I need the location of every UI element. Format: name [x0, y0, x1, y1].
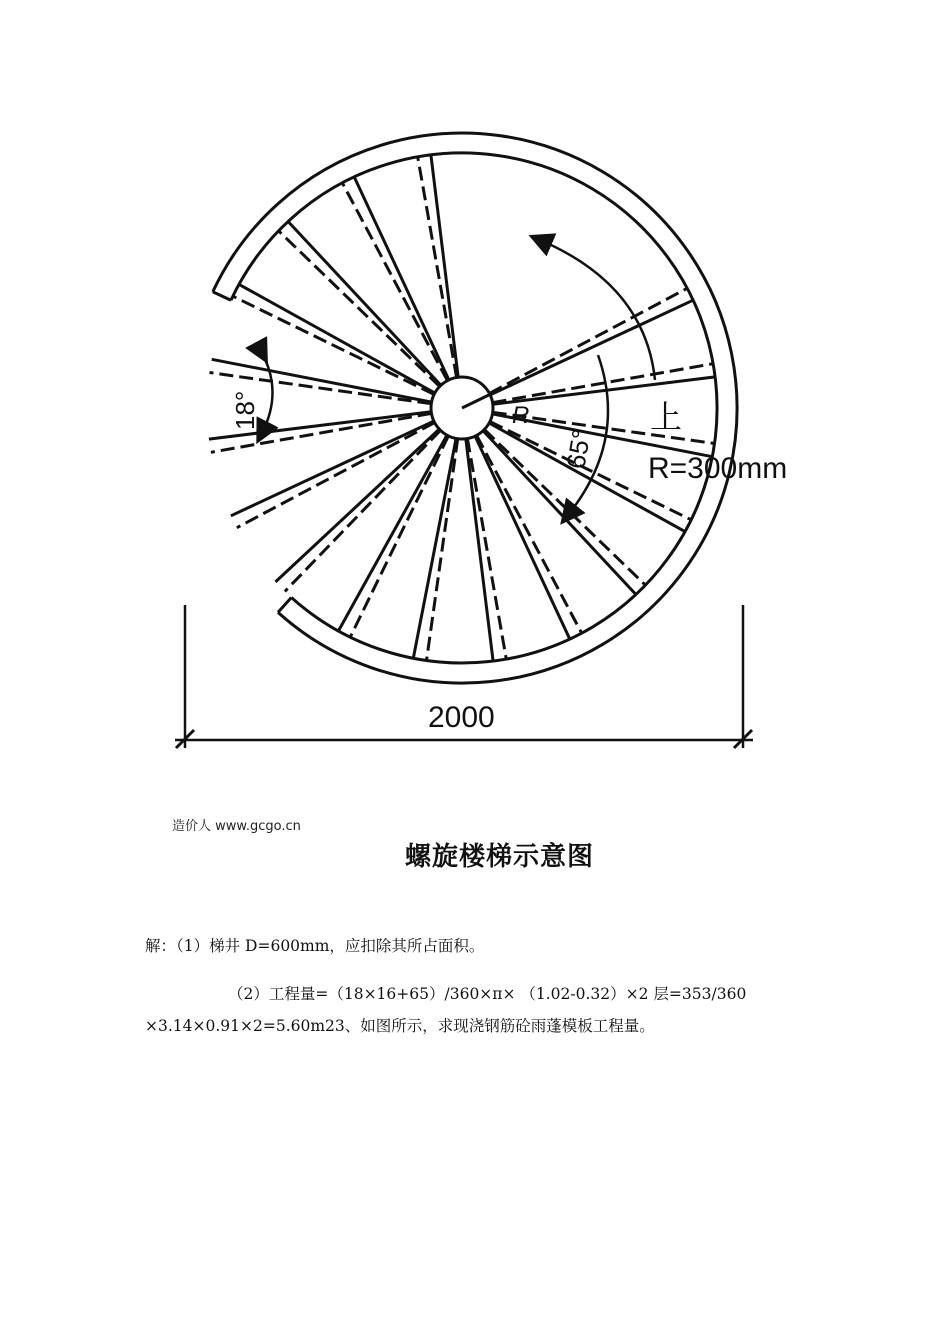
watermark-text: 造价人 www.gcgo.cn [172, 819, 301, 834]
tread-line [490, 300, 693, 395]
tread-line [288, 222, 441, 386]
tread-line [431, 155, 458, 377]
rim-end-cap [213, 292, 231, 300]
tread-line [466, 439, 493, 661]
tread-line [276, 429, 440, 582]
label-r: R [512, 402, 530, 429]
tread-line [483, 431, 636, 595]
tread-nosing-dashed [467, 439, 506, 660]
label-18-degree: 18° [230, 390, 260, 430]
tread-nosing-dashed [427, 439, 458, 661]
solution-line-1: 解：（1）梯井 D=600mm，应扣除其所占面积。 [145, 937, 485, 955]
figure-caption: 螺旋楼梯示意图 [405, 842, 595, 872]
label-65-degree: 65° [560, 427, 597, 472]
label-up: 上 [650, 399, 683, 435]
tread-line [413, 438, 456, 658]
up-direction-arrow [540, 240, 655, 380]
solution-line-2a: （2）工程量=（18×16+65）/360×π× （1.02-0.32）×2 层=353/360 [228, 985, 747, 1003]
rim-end-cap [278, 598, 291, 613]
tread-nosing-dashed [418, 157, 457, 378]
angle-18-arc [262, 353, 273, 433]
label-radius-value: R=300mm [648, 452, 788, 485]
solution-line-2b: ×3.14×0.91×2=5.60m23、如图所示，求现浇钢筋砼雨蓬模板工程量。 [145, 1017, 655, 1035]
dimension-value: 2000 [428, 701, 495, 734]
tread-nosing-dashed [489, 288, 687, 393]
